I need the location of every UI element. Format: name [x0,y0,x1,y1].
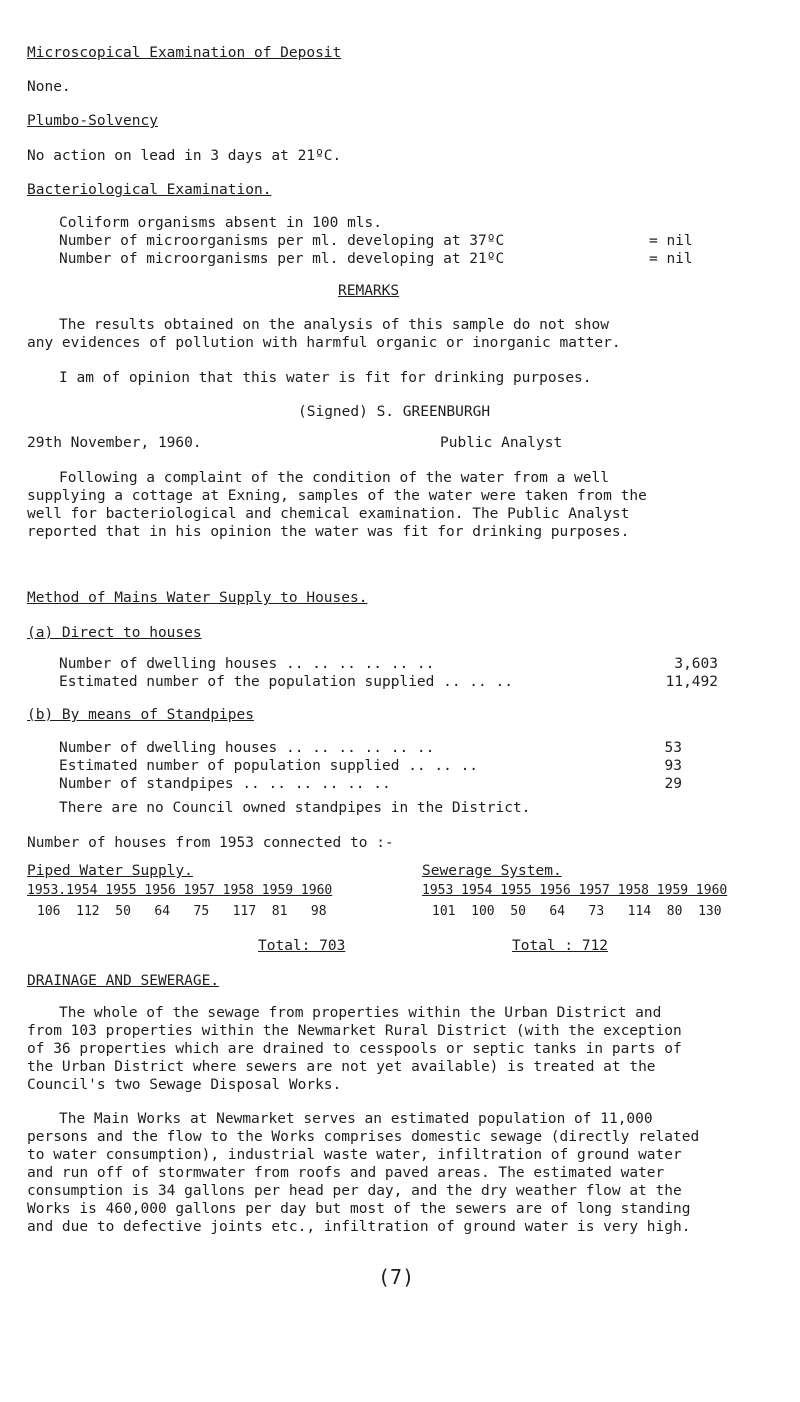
drainage-p2-line: persons and the flow to the Works comprises domestic sewage (directly related [27,1129,700,1145]
remarks-para-1a: The results obtained on the analysis of this sample do not show [59,317,609,333]
plumbo-heading: Plumbo-Solvency [27,113,158,129]
bact-heading: Bacteriological Examination. [27,182,272,198]
mains-b-row-label: Number of dwelling houses .. .. .. .. .. .. [59,740,435,756]
analyst-title: Public Analyst [440,435,563,451]
mains-b-row-value: 93 [664,758,682,774]
mains-a-row-value: 3,603 [674,656,718,672]
drainage-p2-line: Works is 460,000 gallons per day but most of the sewers are of long standing [27,1201,691,1217]
drainage-heading: DRAINAGE AND SEWERAGE. [27,973,220,989]
piped-total: Total: 703 [258,938,346,954]
report-date: 29th November, 1960. [27,435,202,451]
sewer-years: 1953 1954 1955 1956 1957 1958 1959 1960 [422,883,728,898]
remarks-para-1b: any evidences of pollution with harmful organic or inorganic matter. [27,335,621,351]
bact-line-2-value: = nil [649,233,693,249]
drainage-p1-line: of 36 properties which are drained to cesspools or septic tanks in parts of [27,1041,682,1057]
mains-b-heading: (b) By means of Standpipes [27,707,254,723]
bact-line-2: Number of microorganisms per ml. developing at 37ºC [59,233,505,249]
mains-b-row-label: Number of standpipes .. .. .. .. .. .. [59,776,391,792]
page-number: (7) [378,1265,415,1289]
mains-b-row-label: Estimated number of population supplied .. .. .. [59,758,479,774]
connections-intro: Number of houses from 1953 connected to :- [27,835,394,851]
mains-a-row-value: 11,492 [665,674,718,690]
micro-result: None. [27,79,71,95]
mains-b-row-value: 53 [664,740,682,756]
mains-a-row-label: Estimated number of the population supplied .. .. .. [59,674,513,690]
mains-a-row-label: Number of dwelling houses .. .. .. .. .. .. [59,656,435,672]
bact-line-3: Number of microorganisms per ml. developing at 21ºC [59,251,505,267]
exning-line-2: supplying a cottage at Exning, samples of the water were taken from the [27,488,647,504]
exning-line-4: reported that in his opinion the water was fit for drinking purposes. [27,524,630,540]
drainage-p1-line: The whole of the sewage from properties within the Urban District and [59,1005,662,1021]
plumbo-result: No action on lead in 3 days at 21ºC. [27,148,342,164]
sewer-heading: Sewerage System. [422,863,562,879]
bact-line-3-value: = nil [649,251,693,267]
drainage-p2-line: to water consumption), industrial waste water, infiltration of ground water [27,1147,682,1163]
drainage-p2-line: and due to defective joints etc., infiltration of ground water is very high. [27,1219,691,1235]
piped-years: 1953.1954 1955 1956 1957 1958 1959 1960 [27,883,333,898]
micro-heading: Microscopical Examination of Deposit [27,45,342,61]
drainage-p1-line: the Urban District where sewers are not yet available) is treated at the [27,1059,656,1075]
standpipes-note: There are no Council owned standpipes in the District. [59,800,531,816]
signed-line: (Signed) S. GREENBURGH [298,404,491,420]
exning-line-3: well for bacteriological and chemical examination. The Public Analyst [27,506,630,522]
mains-a-heading: (a) Direct to houses [27,625,202,641]
sewer-values: 101 100 50 64 73 114 80 130 [432,904,722,919]
mains-heading: Method of Mains Water Supply to Houses. [27,590,368,606]
remarks-heading: REMARKS [338,283,400,299]
sewer-total: Total : 712 [512,938,609,954]
exning-line-1: Following a complaint of the condition of the water from a well [59,470,609,486]
piped-heading: Piped Water Supply. [27,863,193,879]
drainage-p2-line: The Main Works at Newmarket serves an estimated population of 11,000 [59,1111,653,1127]
remarks-para-2: I am of opinion that this water is fit for drinking purposes. [59,370,592,386]
mains-b-row-value: 29 [664,776,682,792]
bact-line-1: Coliform organisms absent in 100 mls. [59,215,383,231]
drainage-p1-line: from 103 properties within the Newmarket Rural District (with the exception [27,1023,682,1039]
drainage-p1-line: Council's two Sewage Disposal Works. [27,1077,342,1093]
drainage-p2-line: consumption is 34 gallons per head per day, and the dry weather flow at the [27,1183,682,1199]
piped-values: 106 112 50 64 75 117 81 98 [37,904,327,919]
drainage-p2-line: and run off of stormwater from roofs and paved areas. The estimated water [27,1165,665,1181]
